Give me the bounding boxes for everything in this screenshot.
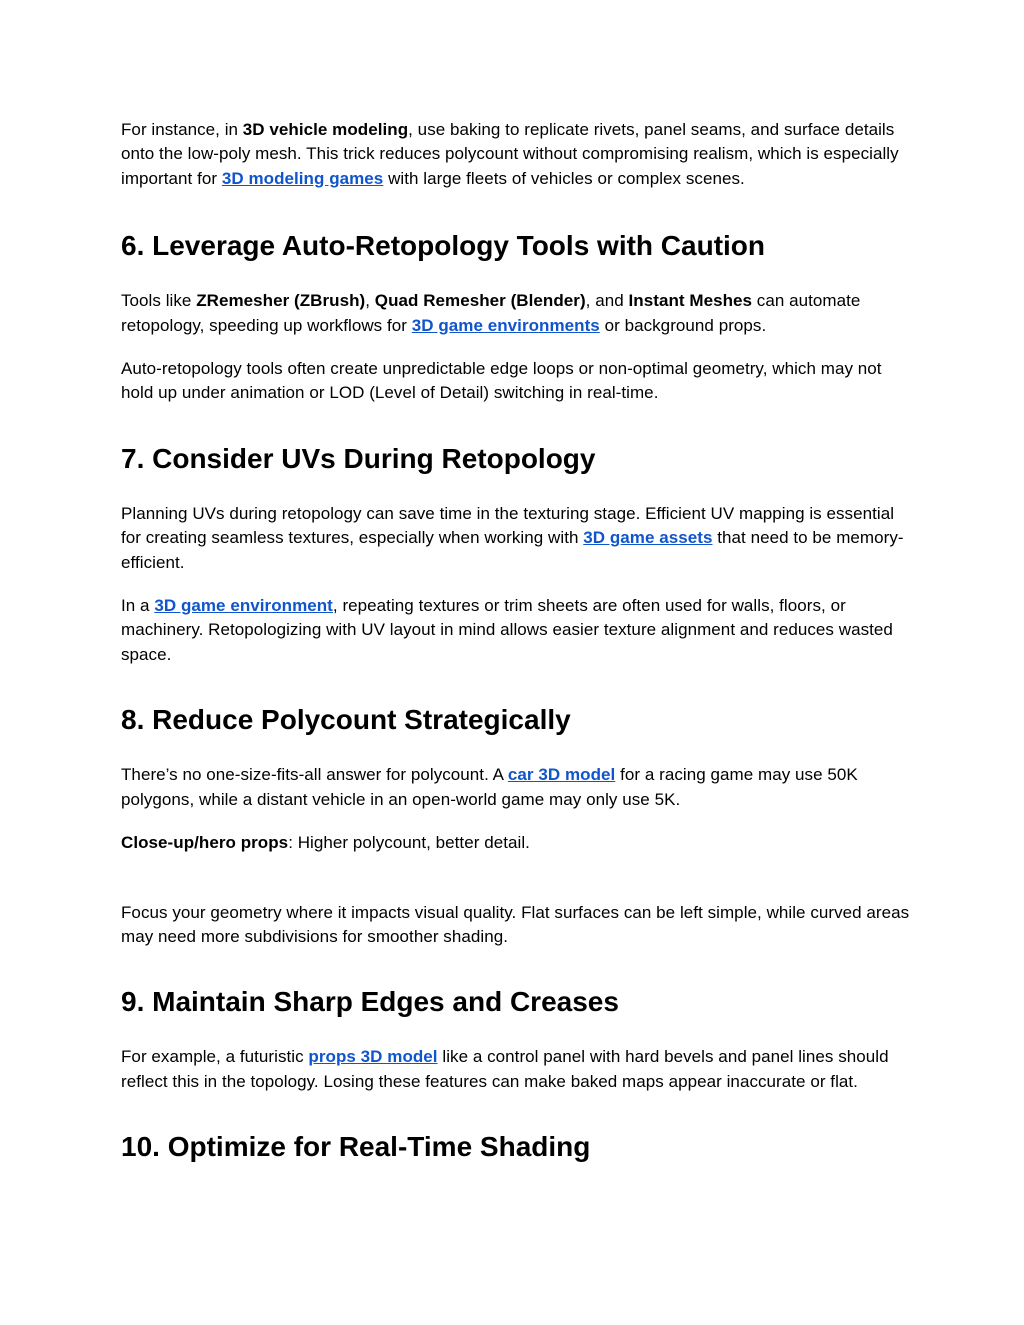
text-run: Planning UVs during retopology can save time in the texturing stage. Efficient UV mapping is essential for creating seamless textures, especially when working with	[121, 503, 895, 548]
section-heading: 7. Consider UVs During Retopology	[121, 442, 596, 474]
paragraph	[121, 502, 911, 575]
bold-term: Instant Meshes	[628, 291, 753, 311]
text-run: , use baking to replicate rivets, panel seams, and surface details onto the low-poly mesh. This trick reduces polycount without compromising realism, which is especially important for	[121, 120, 899, 188]
text-run: For instance, in	[121, 120, 243, 139]
text-run: In a	[121, 596, 155, 616]
text-run: , and	[585, 291, 629, 311]
paragraph	[121, 118, 911, 191]
paragraph	[121, 357, 911, 406]
paragraph	[121, 901, 911, 950]
text-run: For example, a futuristic	[121, 1047, 309, 1067]
inline-link[interactable]: 3D modeling games	[221, 168, 384, 188]
section-heading: 6. Leverage Auto-Retopology Tools with Caution	[121, 230, 766, 262]
paragraph	[121, 1045, 911, 1094]
text-run: , repeating textures or trim sheets are often used for walls, floors, or machinery. Retopologizing with UV layout in mind allows easier texture alignment and reduces wasted space.	[121, 596, 893, 664]
text-run: There’s no one-size-fits-all answer for polycount. A	[121, 765, 508, 785]
text-run: for a racing game may use 50K polygons, while a distant vehicle in an open-world game may only use 5K.	[121, 765, 858, 809]
text-run: : Higher polycount, better detail.	[288, 833, 530, 853]
paragraph	[121, 763, 911, 812]
paragraph	[121, 594, 911, 667]
inline-link[interactable]: 3D game environment	[154, 596, 333, 616]
text-run: Focus your geometry where it impacts visual quality. Flat surfaces can be left simple, while curved areas may need more subdivisions for smoother shading.	[121, 902, 910, 946]
inline-link[interactable]: props 3D model	[308, 1047, 438, 1067]
bold-term: 3D vehicle modeling	[242, 120, 409, 139]
inline-link[interactable]: 3D game assets	[583, 528, 713, 548]
bold-term: Close-up/hero props	[121, 833, 289, 853]
section-heading: 10. Optimize for Real-Time Shading	[121, 1131, 591, 1163]
text-run: with large fleets of vehicles or complex scenes.	[383, 168, 745, 188]
text-run: ,	[365, 291, 375, 311]
text-run: Tools like	[121, 291, 197, 311]
paragraph	[121, 289, 911, 338]
bold-term: ZRemesher (ZBrush)	[196, 291, 366, 311]
inline-link[interactable]: 3D game environments	[411, 315, 600, 335]
section-heading: 9. Maintain Sharp Edges and Creases	[121, 986, 619, 1018]
text-run: Auto-retopology tools often create unpredictable edge loops or non-optimal geometry, which may not hold up under animation or LOD (Level of Detail) switching in real-time.	[121, 359, 882, 403]
document-body	[121, 118, 911, 1164]
bold-term: Quad Remesher (Blender)	[374, 291, 586, 311]
text-run: or background props.	[599, 315, 767, 335]
paragraph	[121, 831, 911, 855]
text-run: can automate retopology, speeding up workflows for	[121, 291, 861, 335]
section-heading: 8. Reduce Polycount Strategically	[121, 704, 571, 736]
text-run: like a control panel with hard bevels and panel lines should reflect this in the topology. Losing these features can make baked maps appear inaccurate or flat.	[121, 1047, 889, 1091]
inline-link[interactable]: car 3D model	[507, 765, 616, 785]
text-run: that need to be memory-efficient.	[121, 528, 904, 572]
